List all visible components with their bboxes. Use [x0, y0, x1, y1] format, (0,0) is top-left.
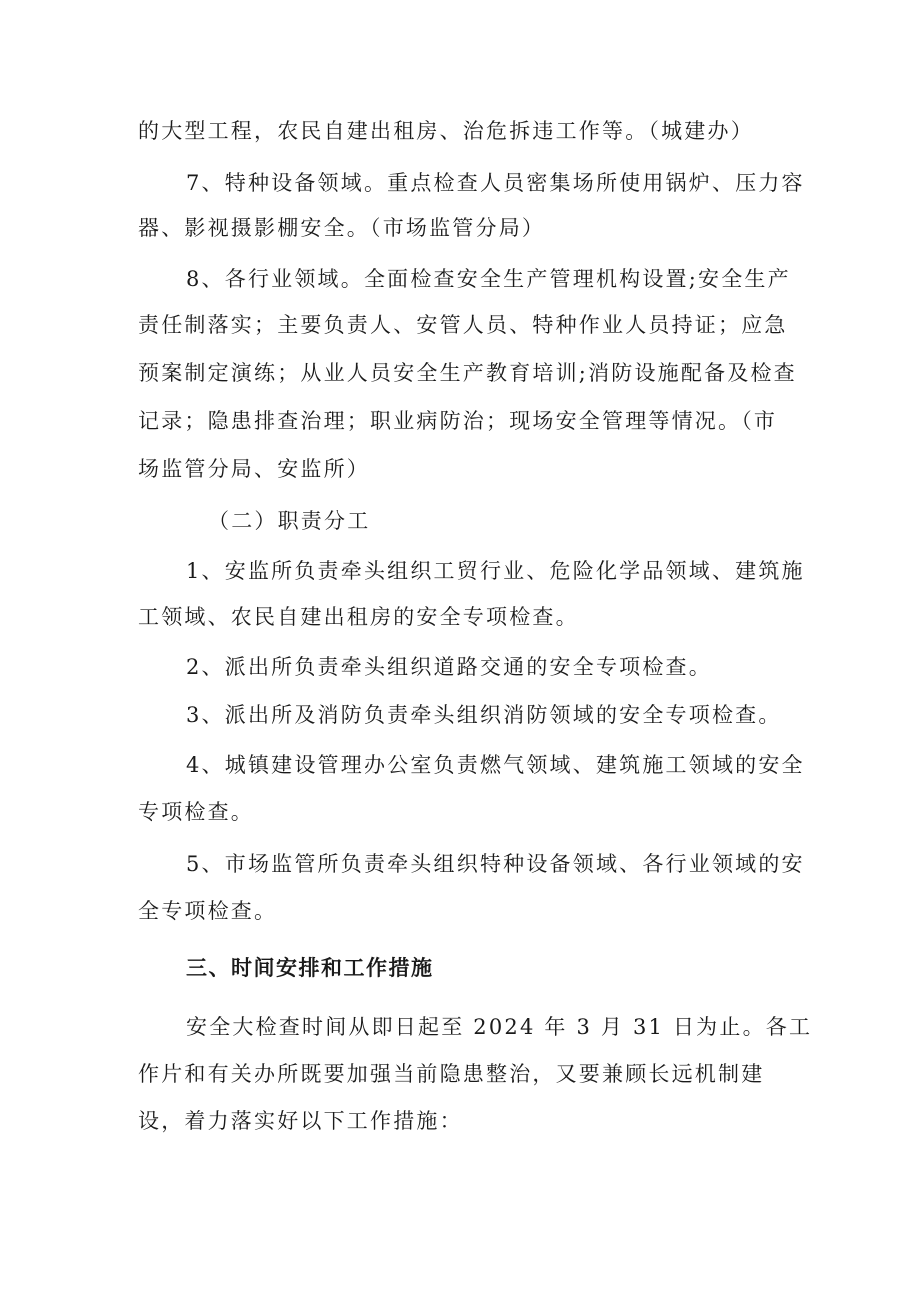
paragraph-line: 全专项检查。	[138, 899, 278, 923]
paragraph-line: 器、影视摄影棚安全。（市场监管分局）	[138, 216, 546, 240]
paragraph-line: 2、派出所负责牵头组织道路交通的安全专项检查。	[186, 655, 712, 679]
section-heading: 三、时间安排和工作措施	[186, 956, 434, 980]
paragraph-line: 责任制落实；主要负责人、安管人员、特种作业人员持证；应急	[138, 313, 788, 337]
paragraph-line: 安全大检查时间从即日起至 2024 年 3 月 31 日为止。各工	[186, 1015, 813, 1039]
paragraph-line: 1、安监所负责牵头组织工贸行业、危险化学品领域、建筑施	[186, 559, 805, 583]
paragraph-line: 的大型工程，农民自建出租房、治危拆违工作等。（城建办）	[138, 119, 754, 143]
paragraph-line: 8、各行业领域。全面检查安全生产管理机构设置;安全生产	[186, 267, 791, 291]
paragraph-line: 设，着力落实好以下工作措施：	[138, 1109, 463, 1133]
section-subheading: （二）职责分工	[208, 509, 371, 533]
paragraph-line: 作片和有关办所既要加强当前隐患整治，又要兼顾长远机制建	[138, 1062, 765, 1086]
paragraph-line: 7、特种设备领域。重点检查人员密集场所使用锅炉、压力容	[186, 171, 805, 195]
paragraph-line: 预案制定演练；从业人员安全生产教育培训;消防设施配备及检查	[138, 361, 797, 385]
paragraph-line: 场监管分局、安监所）	[138, 457, 370, 481]
paragraph-line: 3、派出所及消防负责牵头组织消防领域的安全专项检查。	[186, 703, 782, 727]
paragraph-line: 记录；隐患排查治理；职业病防治；现场安全管理等情况。（市	[138, 409, 778, 433]
paragraph-line: 4、城镇建设管理办公室负责燃气领域、建筑施工领域的安全	[186, 753, 805, 777]
paragraph-line: 5、市场监管所负责牵头组织特种设备领域、各行业领域的安	[186, 852, 805, 876]
paragraph-line: 专项检查。	[138, 800, 254, 824]
paragraph-line: 工领域、农民自建出租房的安全专项检查。	[138, 605, 579, 629]
